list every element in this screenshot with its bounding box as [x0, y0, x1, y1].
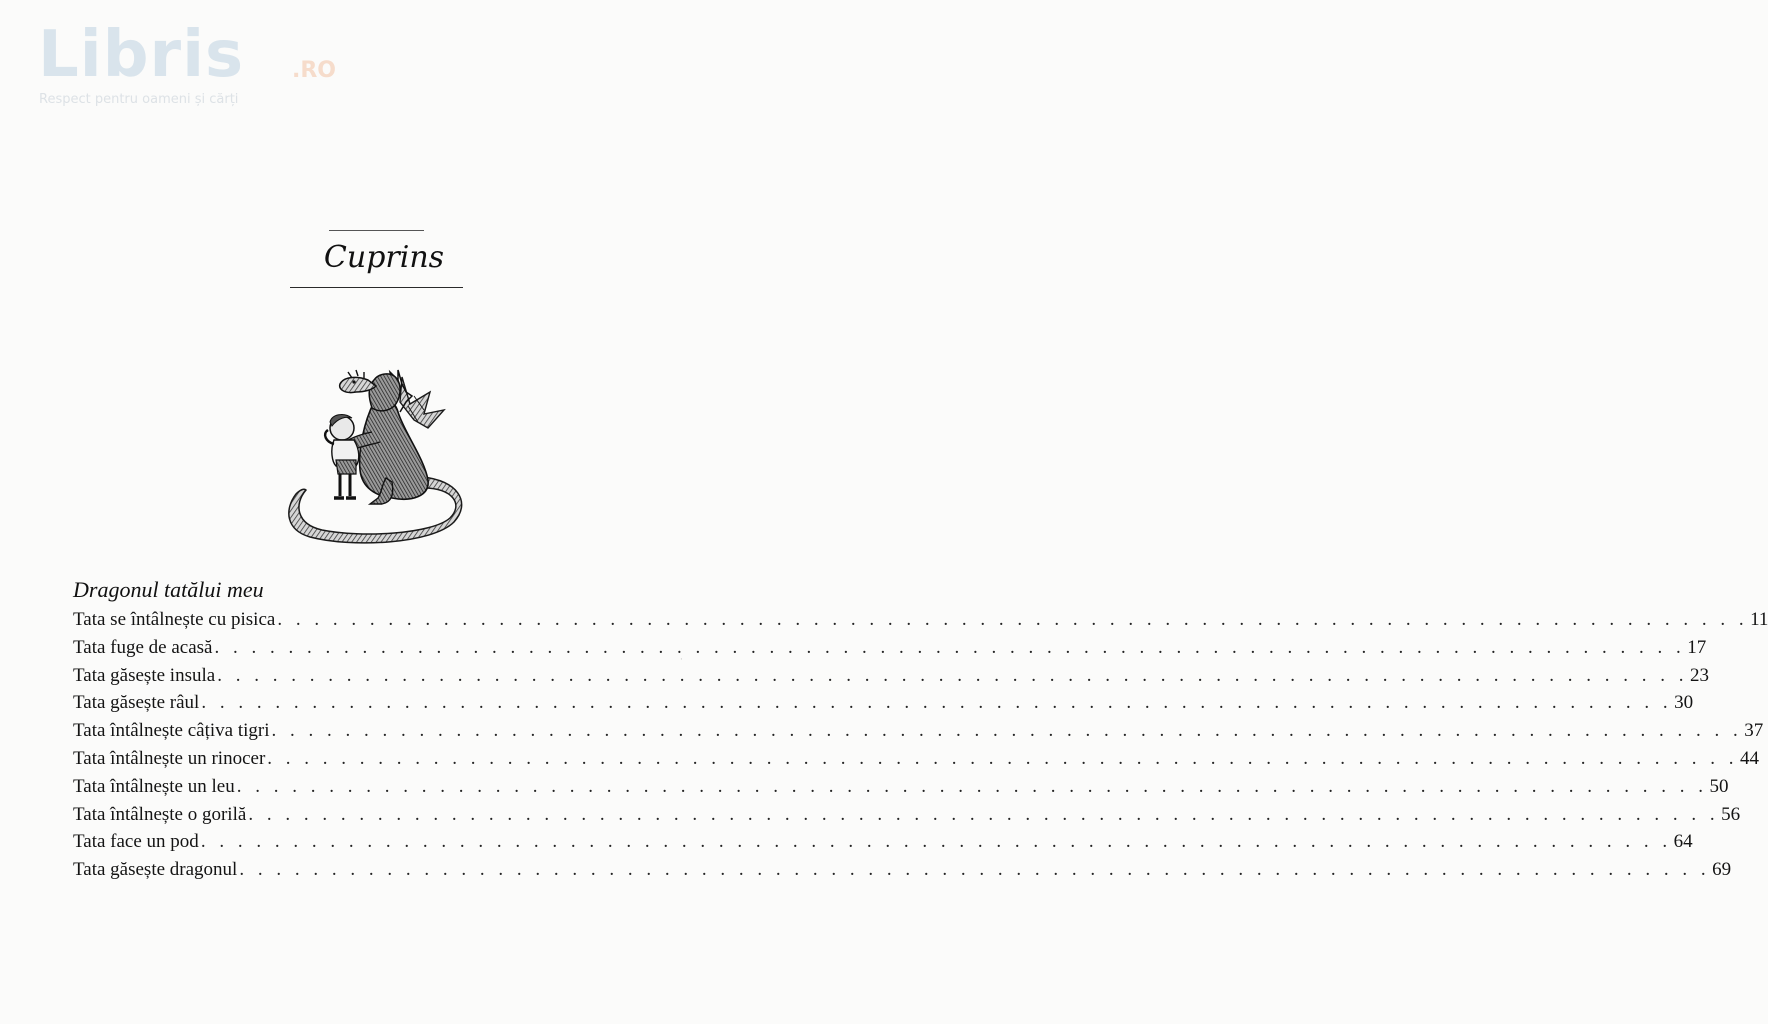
- toc-entry-title: Tata fuge de acasă: [73, 636, 213, 658]
- toc-entry-page: 44: [1740, 747, 1760, 769]
- toc-dot-leader: . . . . . . . . . . . . . . . . . . . . . . . . . . . . . . . . . . . . . . . . . . . . . . . . . . . . . . . . . . . . . . . . . . . . . . . . . . . . . . . .: [271, 720, 1743, 742]
- watermark-logo: [38, 20, 368, 120]
- toc-entry: [73, 745, 1760, 773]
- toc-entry-title: Tata face un pod: [73, 831, 199, 853]
- heading-rule-bottom: [290, 287, 463, 288]
- toc-entry-title: Tata întâlnește câțiva tigri: [73, 720, 270, 742]
- toc-entry-page: 11: [1750, 609, 1768, 630]
- section-title: Dragonul tatălui meu: [73, 577, 264, 602]
- page-heading: Cuprins: [323, 240, 445, 275]
- toc-entry-page: 56: [1721, 803, 1741, 825]
- toc-dot-leader: . . . . . . . . . . . . . . . . . . . . . . . . . . . . . . . . . . . . . . . . . . . . . . . . . . . . . . . . . . . . . . . . . . . . . . . . . . . . . . . .: [267, 747, 1739, 769]
- toc-dot-leader: . . . . . . . . . . . . . . . . . . . . . . . . . . . . . . . . . . . . . . . . . . . . . . . . . . . . . . . . . . . . . . . . . . . . . . . . . . . . . . . .: [236, 775, 1708, 797]
- toc-dot-leader: . . . . . . . . . . . . . . . . . . . . . . . . . . . . . . . . . . . . . . . . . . . . . . . . . . . . . . . . . . . . . . . . . . . . . . . . . . . . . . . .: [248, 803, 1720, 825]
- toc-dot-leader: . . . . . . . . . . . . . . . . . . . . . . . . . . . . . . . . . . . . . . . . . . . . . . . . . . . . . . . . . . . . . . . . . . . . . . . . . . . . . . . .: [217, 664, 1688, 686]
- toc-entry-page: 30: [1674, 692, 1694, 714]
- toc-entry: [73, 606, 1768, 634]
- dragon-illustration: [282, 362, 472, 552]
- toc-dot-leader: . . . . . . . . . . . . . . . . . . . . . . . . . . . . . . . . . . . . . . . . . . . . . . . . . . . . . . . . . . . . . . . . . . . . . . . . . . . . . . . .: [277, 609, 1749, 630]
- toc-entry-title: Tata găsește dragonul: [73, 859, 238, 881]
- toc-entry: [73, 662, 1709, 690]
- toc-entry-page: 37: [1744, 720, 1764, 742]
- toc-entry: [73, 717, 1764, 745]
- heading-rule-top: [329, 230, 424, 231]
- toc-dot-leader: . . . . . . . . . . . . . . . . . . . . . . . . . . . . . . . . . . . . . . . . . . . . . . . . . . . . . . . . . . . . . . . . . . . . . . . . . . . . . . . .: [214, 636, 1686, 658]
- toc-entry-title: Tata întâlnește un rinocer: [73, 747, 266, 769]
- table-of-contents: [73, 606, 1768, 884]
- toc-entry-page: 69: [1712, 859, 1732, 881]
- toc-entry-title: Tata găsește insula: [73, 664, 216, 686]
- watermark-tld: .RO: [292, 58, 336, 83]
- toc-dot-leader: . . . . . . . . . . . . . . . . . . . . . . . . . . . . . . . . . . . . . . . . . . . . . . . . . . . . . . . . . . . . . . . . . . . . . . . . . . . . . . . .: [239, 859, 1711, 881]
- toc-dot-leader: . . . . . . . . . . . . . . . . . . . . . . . . . . . . . . . . . . . . . . . . . . . . . . . . . . . . . . . . . . . . . . . . . . . . . . . . . . . . . . . .: [201, 692, 1673, 714]
- toc-entry-title: Tata se întâlnește cu pisica: [73, 609, 276, 630]
- toc-entry: [73, 773, 1729, 801]
- toc-entry-page: 23: [1689, 664, 1709, 686]
- scan-speck: ·: [680, 655, 683, 665]
- toc-entry-title: Tata întâlnește un leu: [73, 775, 235, 797]
- toc-entry-page: 17: [1687, 636, 1707, 658]
- toc-entry: [73, 828, 1693, 856]
- watermark-brand: Libris: [38, 18, 245, 92]
- watermark-tagline: Respect pentru oameni și cărți: [39, 92, 239, 107]
- toc-entry: [73, 856, 1732, 884]
- toc-entry-title: Tata găsește râul: [73, 692, 200, 714]
- toc-entry-title: Tata întâlnește o gorilă: [73, 803, 247, 825]
- toc-entry: [73, 801, 1741, 829]
- toc-entry-page: 64: [1673, 831, 1693, 853]
- toc-entry-page: 50: [1709, 775, 1729, 797]
- toc-entry: [73, 634, 1707, 662]
- toc-dot-leader: . . . . . . . . . . . . . . . . . . . . . . . . . . . . . . . . . . . . . . . . . . . . . . . . . . . . . . . . . . . . . . . . . . . . . . . . . . . . . . . .: [200, 831, 1672, 853]
- toc-entry: [73, 689, 1694, 717]
